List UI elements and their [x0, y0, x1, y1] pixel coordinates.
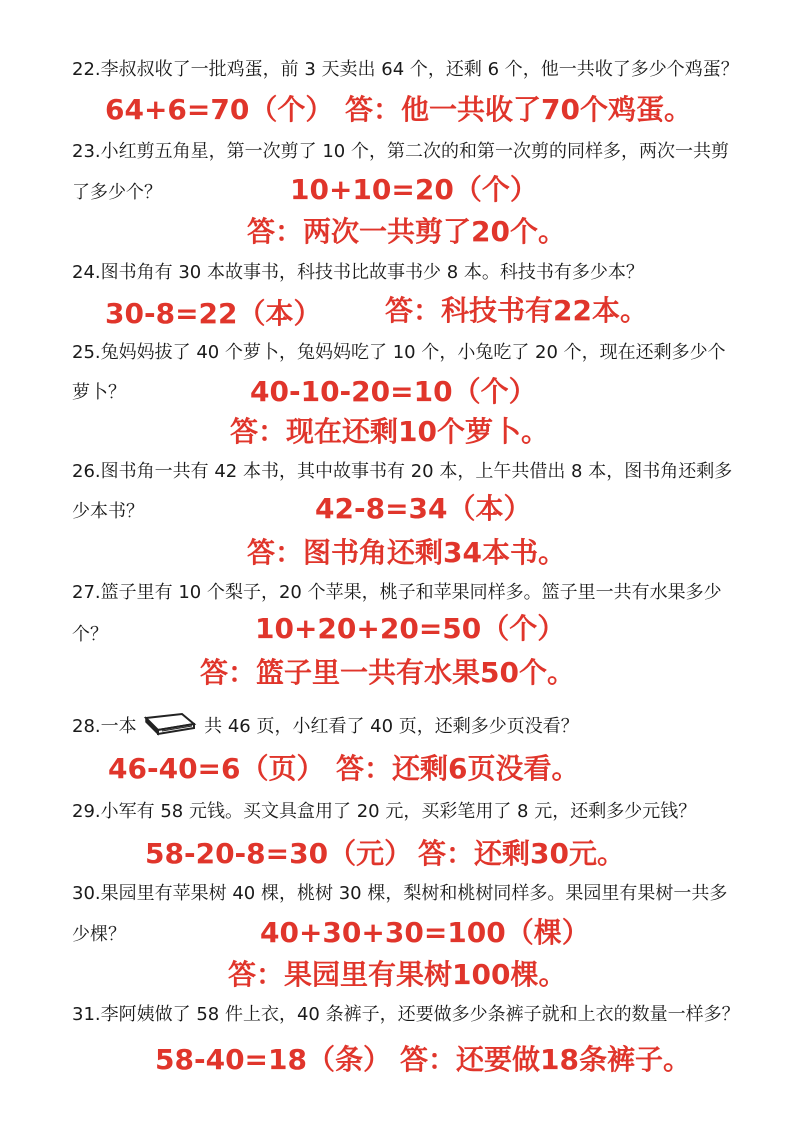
answer-23: 答：两次一共剪了20个。	[247, 215, 566, 248]
equation-27: 10+20+20=50（个）	[255, 612, 566, 645]
question-25-line2: 萝卜？	[72, 382, 126, 403]
answer-22: 答：他一共收了70个鸡蛋。	[345, 93, 692, 126]
answer-26: 答：图书角还剩34本书。	[247, 536, 566, 569]
question-28	[72, 710, 579, 738]
answer-27: 答：篮子里一共有水果50个。	[200, 656, 575, 689]
equation-24: 30-8=22（本）	[105, 297, 322, 330]
question-30-line1: 30.果园里有苹果树 40 棵，桃树 30 棵，梨树和桃树同样多。果园里有果树一共多	[72, 883, 728, 904]
answer-25: 答：现在还剩10个萝卜。	[230, 415, 549, 448]
answer-31: 答：还要做18条裤子。	[400, 1043, 691, 1076]
question-23-line1: 23.小红剪五角星，第一次剪了 10 个，第二次的和第一次剪的同样多，两次一共剪	[72, 141, 729, 162]
question-27-line2: 个？	[72, 624, 108, 645]
book-icon	[142, 710, 198, 738]
question-25-line1: 25.兔妈妈拔了 40 个萝卜，兔妈妈吃了 10 个，小兔吃了 20 个，现在还剩多少个	[72, 342, 726, 363]
equation-26: 42-8=34（本）	[315, 492, 532, 525]
equation-25: 40-10-20=10（个）	[250, 375, 537, 408]
answer-29: 答：还剩30元。	[418, 837, 625, 870]
answer-24: 答：科技书有22本。	[385, 294, 648, 327]
equation-23: 10+10=20（个）	[290, 173, 538, 206]
question-26-line2: 少本书？	[72, 501, 144, 522]
answer-28: 答：还剩6页没看。	[336, 752, 580, 785]
question-22: 22.李叔叔收了一批鸡蛋，前 3 天卖出 64 个，还剩 6 个，他一共收了多少个鸡蛋？	[72, 59, 739, 80]
question-29: 29.小军有 58 元钱。买文具盒用了 20 元，买彩笔用了 8 元，还剩多少元钱？	[72, 801, 697, 822]
question-31: 31.李阿姨做了 58 件上衣，40 条裤子，还要做多少条裤子就和上衣的数量一样多？	[72, 1004, 740, 1025]
question-28-prefix: 28.一本	[72, 716, 137, 737]
equation-29: 58-20-8=30（元）	[145, 837, 413, 870]
question-26-line1: 26.图书角一共有 42 本书，其中故事书有 20 本，上午共借出 8 本，图书角还剩多	[72, 461, 733, 482]
question-30-line2: 少棵？	[72, 924, 126, 945]
equation-30: 40+30+30=100（棵）	[260, 916, 590, 949]
equation-22: 64+6=70（个）	[105, 93, 334, 126]
answer-30: 答：果园里有果树100棵。	[228, 958, 567, 991]
question-24: 24.图书角有 30 本故事书，科技书比故事书少 8 本。科技书有多少本？	[72, 262, 644, 283]
question-28-suffix: 共 46 页，小红看了 40 页，还剩多少页没看？	[204, 716, 579, 737]
question-23-line2: 了多少个？	[72, 182, 162, 203]
equation-28: 46-40=6（页）	[108, 752, 325, 785]
equation-31: 58-40=18（条）	[155, 1043, 391, 1076]
question-27-line1: 27.篮子里有 10 个梨子，20 个苹果，桃子和苹果同样多。篮子里一共有水果多少	[72, 582, 722, 603]
